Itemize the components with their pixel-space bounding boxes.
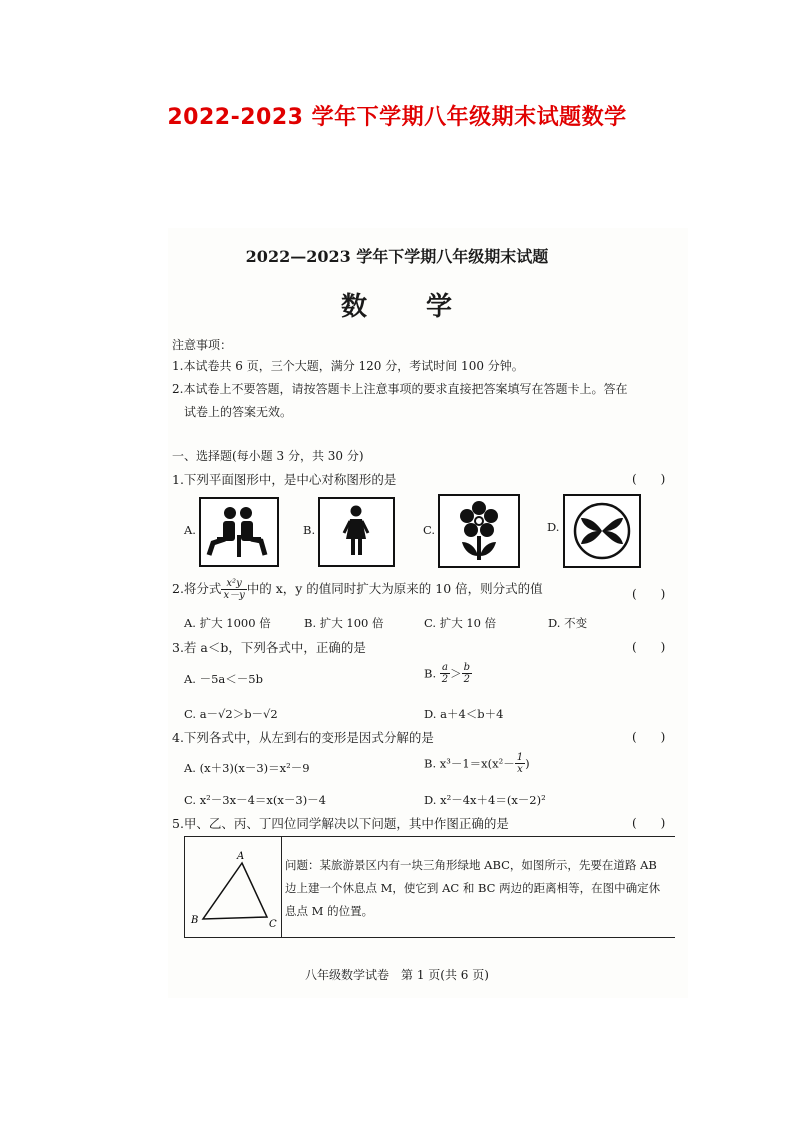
q3-frac-b-den: 2 — [463, 674, 471, 685]
subject-title — [0, 286, 794, 323]
q2-option-b: B. 扩大 100 倍 — [304, 616, 384, 630]
q2-answer-paren: ( ) — [632, 587, 666, 601]
q3-frac-a-num: a — [440, 662, 450, 674]
q4-option-d: D. x²－4x＋4＝(x－2)² — [424, 793, 546, 807]
q4-frac — [515, 752, 525, 775]
notes-heading: 注意事项： — [172, 338, 233, 352]
q2-frac-num: x²y — [221, 578, 246, 590]
q4-stem: 4.下列各式中，从左到右的变形是因式分解的是 — [172, 730, 434, 745]
q3-stem: 3.若 a＜b，下列各式中，正确的是 — [172, 640, 366, 655]
q4-frac-num: 1 — [516, 752, 524, 763]
section-heading: 一、选择题(每小题 3 分，共 30 分) — [172, 449, 364, 463]
q3-frac-b — [462, 662, 472, 685]
q2-option-d: D. 不变 — [548, 616, 588, 630]
q2-prefix: 2.将分式 — [172, 581, 222, 596]
exam-title: 2022—2023 学年下学期八年级期末试题 — [245, 247, 549, 266]
q2-suffix: 中的 x，y 的值同时扩大为原来的 10 倍，则分式的值 — [246, 581, 543, 596]
banner-title: 2022-2023 学年下学期八年级期末试题数学 — [167, 105, 627, 130]
q5-answer-paren: ( ) — [632, 816, 666, 830]
q2-fraction — [221, 578, 246, 601]
q1-option-c-figure — [438, 494, 520, 568]
q3-option-c: C. a－√2＞b－√2 — [184, 707, 278, 721]
q1-option-c-label: C. — [423, 523, 436, 537]
q5-box-divider — [281, 837, 282, 937]
q2-frac-den: x－y — [223, 590, 245, 601]
two-seated-people-icon — [201, 499, 277, 565]
vertex-a-label: A — [237, 851, 245, 862]
q1-stem: 1.下列平面图形中，是中心对称图形的是 — [172, 472, 397, 487]
woman-icon — [320, 499, 393, 565]
q5-problem-line-3: 息点 M 的位置。 — [285, 904, 374, 918]
q3-option-b — [424, 662, 472, 685]
q2-stem — [172, 578, 543, 601]
q5-problem-line-2: 边上建一个休息点 M，使它到 AC 和 BC 两边的距离相等，在图中确定休 — [285, 881, 661, 895]
q3-answer-paren: ( ) — [632, 640, 666, 654]
q3-frac-a-den: 2 — [441, 674, 449, 685]
note-item-2: 2.本试卷上不要答题，请按答题卡上注意事项的要求直接把答案填写在答题卡上。答在 — [172, 382, 628, 396]
q5-problem-text — [285, 854, 670, 923]
q3-frac-b-num: b — [463, 662, 471, 673]
q4-frac-den: x — [517, 764, 523, 775]
vertex-c-label: C — [269, 919, 277, 930]
note-item-1: 1.本试卷共 6 页，三个大题，满分 120 分，考试时间 100 分钟。 — [172, 359, 524, 373]
q5-problem-line-1: 问题：某旅游景区内有一块三角形绿地 ABC，如图所示，先要在道路 AB — [285, 858, 657, 872]
q1-option-d-label: D. — [547, 520, 560, 534]
q3-frac-a — [440, 662, 450, 685]
q5-stem: 5.甲、乙、丙、丁四位同学解决以下问题，其中作图正确的是 — [172, 816, 509, 831]
q4-answer-paren: ( ) — [632, 730, 666, 744]
q3-op: ＞ — [450, 666, 462, 681]
q4-option-c: C. x²－3x－4＝x(x－3)－4 — [184, 793, 326, 807]
q1-option-a-label: A. — [184, 523, 196, 537]
q3-option-b-label: B. — [424, 666, 437, 681]
q4-option-b-pre: B. x³－1＝x(x²－ — [424, 756, 515, 771]
subject-char-1: 数 — [340, 292, 368, 322]
q3-option-a: A. －5a＜－5b — [184, 672, 263, 686]
q4-option-a: A. (x＋3)(x－3)＝x²－9 — [184, 761, 310, 775]
q2-option-a: A. 扩大 1000 倍 — [184, 616, 271, 630]
q1-answer-paren: ( ) — [632, 472, 666, 486]
circle-petals-icon — [565, 496, 639, 566]
q4-option-b — [424, 752, 530, 775]
q2-option-c: C. 扩大 10 倍 — [424, 616, 497, 630]
q3-option-d: D. a＋4＜b＋4 — [424, 707, 504, 721]
flower-icon — [440, 496, 518, 566]
q1-option-b-label: B. — [303, 523, 316, 537]
q1-option-d-figure — [563, 494, 641, 568]
vertex-b-label: B — [191, 915, 199, 926]
subject-char-2: 学 — [426, 292, 454, 322]
triangle-abc-figure — [185, 837, 281, 937]
q1-option-a-figure — [199, 497, 279, 567]
q1-option-b-figure — [318, 497, 395, 567]
q4-option-b-post: ) — [525, 756, 530, 771]
note-item-3: 试卷上的答案无效。 — [184, 405, 293, 419]
page-footer: 八年级数学试卷 第 1 页(共 6 页) — [305, 968, 489, 982]
